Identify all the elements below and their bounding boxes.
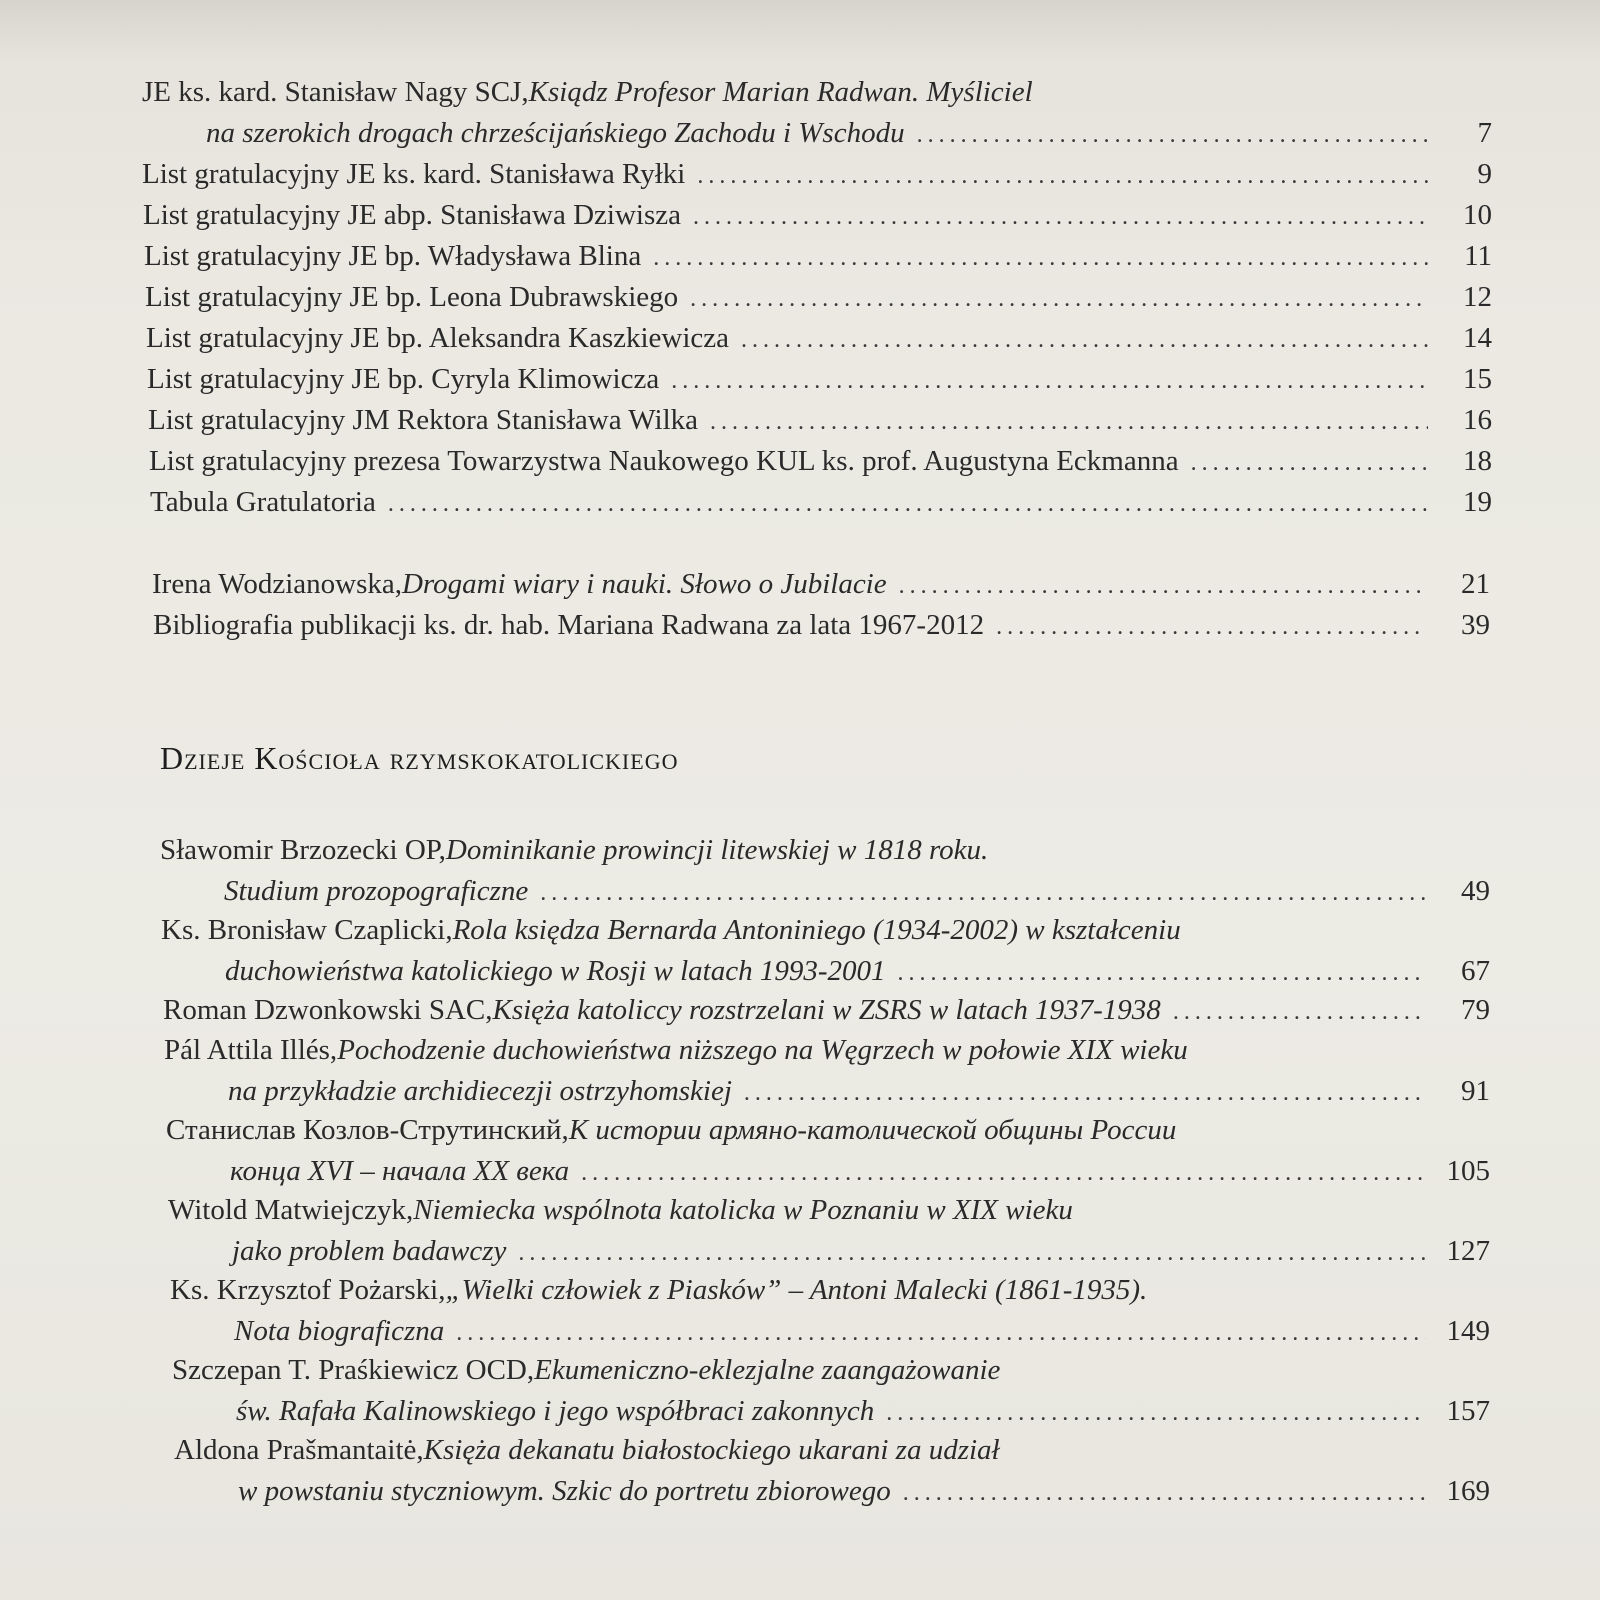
toc-entry-author: Pál Attila Illés,: [164, 1034, 338, 1066]
toc-entry-page: 10: [1463, 199, 1492, 231]
toc-entry: [174, 1430, 1490, 1514]
toc-entry: [160, 830, 1490, 914]
toc-entry-title: Pochodzenie duchowieństwa niższego na Węgrzech w połowie XIX wieku: [337, 1034, 1188, 1066]
toc-entry-title: Ksiądz Profesor Marian Radwan. Myśliciel: [528, 76, 1033, 108]
toc-entry-author: Ks. Bronisław Czaplicki,: [161, 914, 453, 946]
page-shadow: [0, 0, 1600, 60]
dot-leader: [996, 607, 1426, 648]
toc-entry-author: Irena Wodzianowska,: [152, 568, 402, 600]
toc-entry-page: 67: [1461, 955, 1490, 987]
toc-entry-title: конца XVI – начала XX века: [230, 1155, 570, 1187]
dot-leader: [917, 115, 1428, 156]
toc-entry-page: 49: [1461, 875, 1490, 907]
toc-entry-title: List gratulacyjny JE bp. Leona Dubrawskiego: [145, 281, 679, 313]
toc-entry-author: Witold Matwiejczyk,: [168, 1194, 414, 1226]
toc-entry: [164, 1030, 1490, 1114]
toc-entry: [146, 318, 1492, 361]
toc-entry: [170, 1270, 1490, 1354]
toc-entry-title: duchowieństwa katolickiego w Rosji w latach 1993-2001: [225, 955, 886, 987]
toc-entry-title: List gratulacyjny JE bp. Władysława Blina: [144, 240, 642, 272]
toc-entry-title: List gratulacyjny JE ks. kard. Stanisława Ryłki: [142, 158, 686, 190]
toc-entry: [172, 1350, 1490, 1434]
toc-entry-page: 79: [1461, 994, 1490, 1026]
toc-entry-page: 11: [1464, 240, 1492, 272]
toc-entry-page: 14: [1463, 322, 1492, 354]
toc-entry-page: 39: [1461, 609, 1490, 641]
toc-entry-title: Ekumeniczno-eklezjalne zaangażowanie: [534, 1354, 1001, 1386]
dot-leader: [693, 197, 1428, 238]
toc-entry-page: 12: [1463, 281, 1492, 313]
toc-entry-author: Sławomir Brzozecki OP,: [160, 834, 446, 866]
toc-entry-title: Księża katoliccy rozstrzelani w ZSRS w latach 1937-1938: [492, 994, 1161, 1026]
dot-leader: [697, 156, 1428, 197]
dot-leader: [898, 953, 1427, 994]
toc-entry: [142, 72, 1492, 156]
toc-entry-title: Dominikanie prowincji litewskiej w 1818 roku.: [445, 834, 989, 866]
toc-entry-page: 7: [1477, 117, 1492, 149]
dot-leader: [581, 1153, 1426, 1194]
toc-entry-title: Księża dekanatu białostockiego ukarani za udział: [423, 1434, 1000, 1466]
toc-entry-page: 15: [1463, 363, 1492, 395]
dot-leader: [903, 1473, 1426, 1514]
toc-entry-line: [142, 113, 1492, 156]
toc-entry: [152, 564, 1490, 607]
toc-entry-page: 91: [1461, 1075, 1490, 1107]
toc-entry-title: Niemiecka wspólnota katolicka w Poznaniu w XIX wieku: [413, 1194, 1073, 1226]
toc-entry: [148, 400, 1492, 443]
toc-entry-page: 18: [1463, 445, 1492, 477]
toc-entry: [147, 359, 1492, 402]
toc-entry-page: 16: [1463, 404, 1492, 436]
dot-leader: [456, 1313, 1426, 1354]
toc-entry-title: św. Rafała Kalinowskiego i jego współbraci zakonnych: [236, 1395, 875, 1427]
toc-entry: [149, 441, 1492, 484]
toc-entry-author: Станислав Козлов-Струтинский,: [166, 1114, 569, 1146]
toc-entry-title: Drogami wiary i nauki. Słowo o Jubilacie: [401, 568, 887, 600]
toc-entry-page: 169: [1446, 1475, 1490, 1507]
dot-leader: [690, 279, 1428, 320]
section-heading: Dzieje Kościoła rzymskokatolickiego: [160, 740, 679, 776]
toc-entry-title: w powstaniu styczniowym. Szkic do portretu zbiorowego: [238, 1475, 891, 1507]
toc-entry-author: Ks. Krzysztof Pożarski,: [170, 1274, 446, 1306]
toc-entry-title: List gratulacyjny JE bp. Aleksandra Kaszkiewicza: [146, 322, 730, 354]
toc-entry-page: 105: [1446, 1155, 1490, 1187]
toc-entry-title: na szerokich drogach chrześcijańskiego Zachodu i Wschodu: [206, 117, 905, 149]
toc-entry-page: 127: [1446, 1235, 1490, 1267]
toc-entry-title: Nota biograficzna: [234, 1315, 445, 1347]
toc-entry-author: Szczepan T. Praśkiewicz OCD,: [172, 1354, 535, 1386]
toc-entry: [168, 1190, 1490, 1274]
toc-entry-title: К истории армяно-католической общины России: [568, 1114, 1177, 1146]
toc-entry: [163, 990, 1490, 1033]
dot-leader: [899, 566, 1426, 607]
toc-entry-title: na przykładzie archidiecezji ostrzyhomskiej: [228, 1075, 732, 1107]
toc-entry-page: 157: [1446, 1395, 1490, 1427]
toc-entry-author: JE ks. kard. Stanisław Nagy SCJ,: [142, 76, 529, 108]
dot-leader: [388, 484, 1428, 525]
toc-entry-title: Bibliografia publikacji ks. dr. hab. Mariana Radwana za lata 1967-2012: [153, 609, 985, 641]
toc-entry-title: List gratulacyjny JM Rektora Stanisława Wilka: [148, 404, 698, 436]
dot-leader: [886, 1393, 1426, 1434]
toc-entry-author: Roman Dzwonkowski SAC,: [163, 994, 493, 1026]
dot-leader: [710, 402, 1428, 443]
toc-entry-title: List gratulacyjny JE abp. Stanisława Dziwisza: [143, 199, 681, 231]
toc-entry: [150, 482, 1492, 525]
toc-entry-title: Tabula Gratulatoria: [150, 486, 376, 518]
toc-entry: [142, 154, 1492, 197]
toc-entry: [145, 277, 1492, 320]
dot-leader: [1173, 992, 1426, 1033]
toc-entry: [166, 1110, 1490, 1194]
toc-entry-title: jako problem badawczy: [232, 1235, 507, 1267]
toc-entry-page: 9: [1477, 158, 1492, 190]
toc-entry-author: Aldona Prašmantaitė,: [174, 1434, 424, 1466]
dot-leader: [741, 320, 1428, 361]
toc-entry-title: List gratulacyjny prezesa Towarzystwa Naukowego KUL ks. prof. Augustyna Eckmanna: [149, 445, 1179, 477]
dot-leader: [653, 238, 1428, 279]
dot-leader: [540, 873, 1426, 914]
toc-entry-page: 149: [1446, 1315, 1490, 1347]
toc-entry-page: 19: [1463, 486, 1492, 518]
dot-leader: [671, 361, 1428, 402]
dot-leader: [744, 1073, 1426, 1114]
toc-entry-title: List gratulacyjny JE bp. Cyryla Klimowicza: [147, 363, 660, 395]
toc-entry-line: [142, 72, 1492, 113]
toc-entry-title: Studium prozopograficzne: [224, 875, 529, 907]
toc-entry: [153, 605, 1490, 648]
dot-leader: [518, 1233, 1426, 1274]
toc-entry: [161, 910, 1490, 994]
toc-entry-title: Rola księdza Bernarda Antoniniego (1934-2002) w kształceniu: [452, 914, 1181, 946]
toc-entry: [143, 195, 1492, 238]
toc-entry-title: „Wielki człowiek z Piasków” – Antoni Malecki (1861-1935).: [445, 1274, 1148, 1306]
toc-entry-page: 21: [1461, 568, 1490, 600]
toc-entry: [144, 236, 1492, 279]
dot-leader: [1191, 443, 1428, 484]
